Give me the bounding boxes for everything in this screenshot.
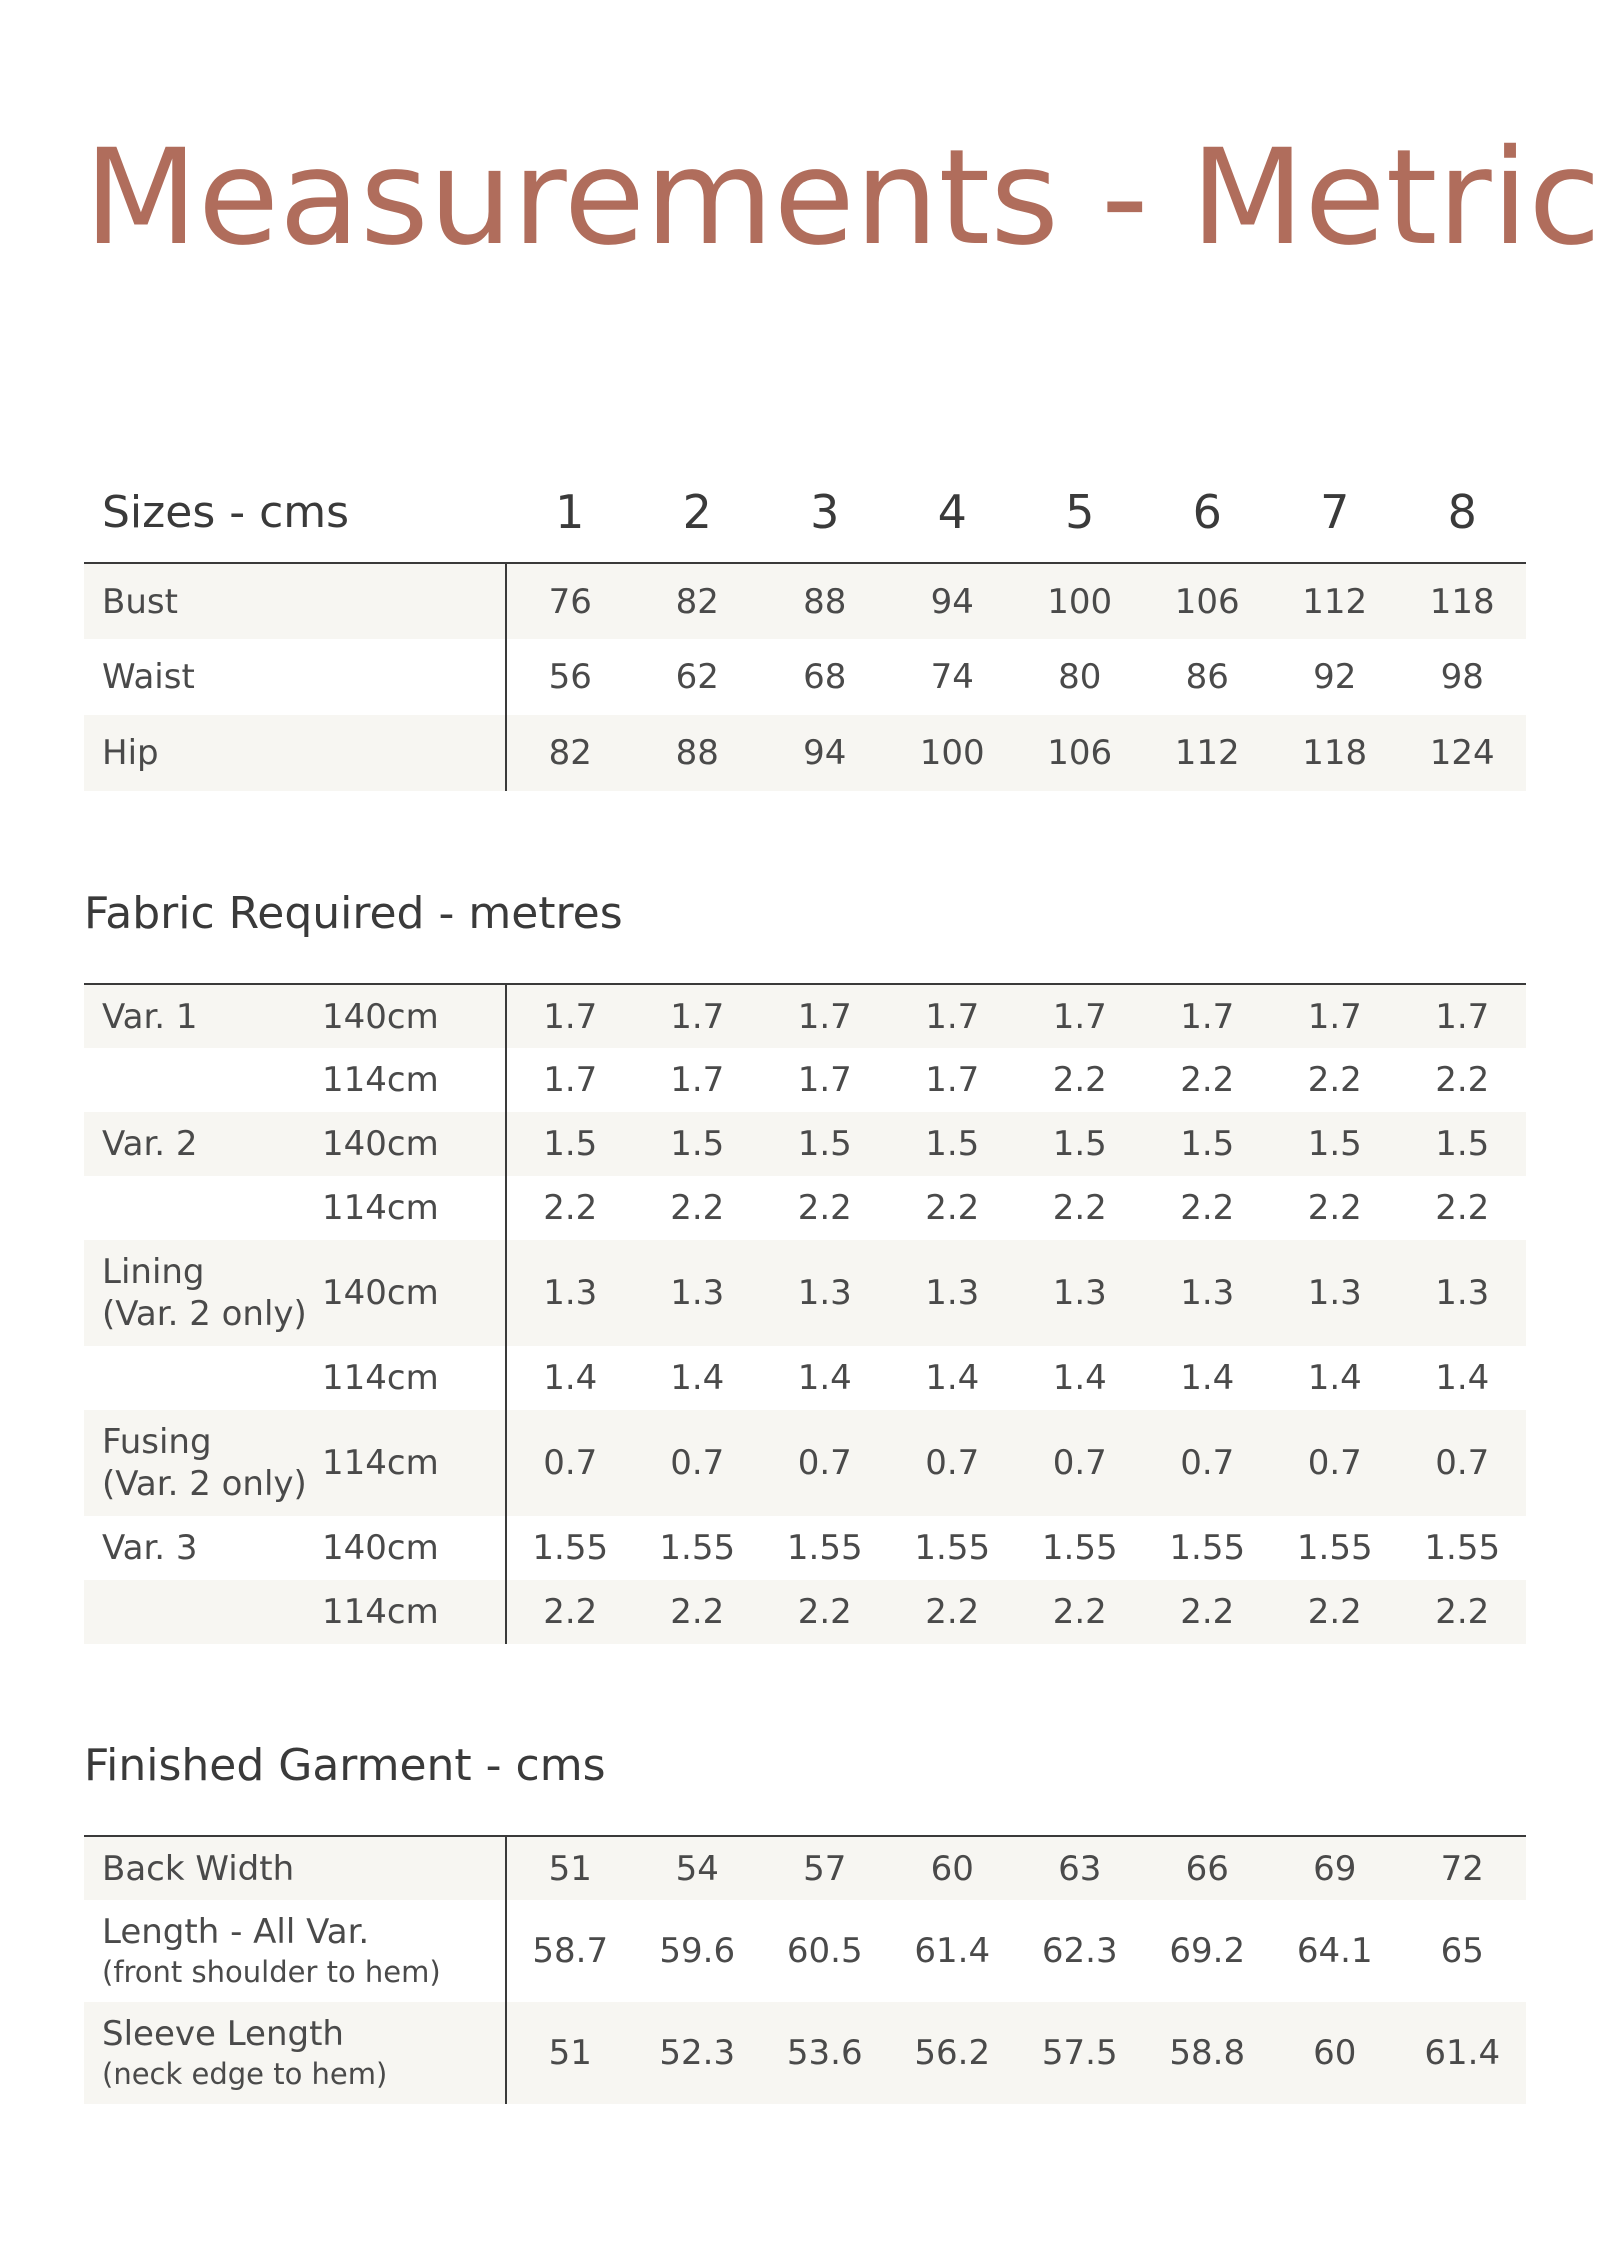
value-cell: 61.4 bbox=[914, 1931, 991, 1971]
garment-note: (front shoulder to hem) bbox=[102, 1955, 441, 1989]
value-cell: 2.2 bbox=[506, 1580, 634, 1644]
fabric-label bbox=[84, 1112, 322, 1176]
row-label: Bust bbox=[84, 563, 506, 639]
value-cell: 2.2 bbox=[543, 1188, 598, 1228]
table-row bbox=[84, 1410, 1526, 1516]
value-cell: 2.2 bbox=[797, 1188, 852, 1228]
value-cell: 1.7 bbox=[670, 1060, 725, 1100]
value-cell: 1.3 bbox=[506, 1240, 634, 1346]
garment-label-text: Back Width bbox=[102, 1848, 295, 1889]
table-row bbox=[84, 1900, 1526, 2002]
table-row bbox=[84, 1048, 1526, 1112]
fabric-label-text: Fusing bbox=[102, 1422, 212, 1462]
fabric-label bbox=[84, 984, 322, 1048]
value-cell: 59.6 bbox=[659, 1931, 736, 1971]
fabric-label-text: Var. 3 bbox=[102, 1528, 198, 1568]
value-cell: 100 bbox=[889, 715, 1017, 791]
value-cell: 52.3 bbox=[634, 2002, 762, 2104]
sizes-header-label: Sizes - cms bbox=[84, 462, 506, 563]
value-cell: 1.7 bbox=[889, 984, 1017, 1048]
value-cell: 2.2 bbox=[1435, 1188, 1490, 1228]
value-cell: 2.2 bbox=[1435, 1060, 1490, 1100]
value-cell: 1.5 bbox=[889, 1112, 1017, 1176]
value-cell: 1.55 bbox=[532, 1528, 609, 1568]
size-header: 7 bbox=[1271, 462, 1399, 563]
value-cell: 64.1 bbox=[1296, 1931, 1373, 1971]
value-cell: 1.7 bbox=[761, 984, 889, 1048]
size-header: 8 bbox=[1399, 462, 1527, 563]
table-row bbox=[84, 1580, 1526, 1644]
value-cell: 106 bbox=[1144, 563, 1272, 639]
garment-label bbox=[84, 1900, 506, 2002]
sizes-table bbox=[84, 462, 1526, 791]
value-cell: 1.7 bbox=[797, 1060, 852, 1100]
size-header: 2 bbox=[634, 462, 762, 563]
table-row bbox=[84, 715, 1526, 791]
value-cell: 1.5 bbox=[634, 1112, 762, 1176]
value-cell: 106 bbox=[1016, 715, 1144, 791]
fabric-width: 140cm bbox=[322, 1112, 506, 1176]
value-cell: 80 bbox=[1058, 657, 1102, 697]
fabric-sublabel: (Var. 2 only) bbox=[102, 1464, 307, 1504]
fabric-label bbox=[84, 1516, 322, 1580]
value-cell: 1.3 bbox=[1399, 1240, 1527, 1346]
table-row bbox=[84, 1240, 1526, 1346]
value-cell: 2.2 bbox=[1271, 1580, 1399, 1644]
value-cell: 1.3 bbox=[1144, 1240, 1272, 1346]
value-cell: 94 bbox=[761, 715, 889, 791]
size-header: 6 bbox=[1144, 462, 1272, 563]
value-cell: 88 bbox=[634, 715, 762, 791]
value-cell: 88 bbox=[761, 563, 889, 639]
value-cell: 1.55 bbox=[1424, 1528, 1501, 1568]
value-cell: 2.2 bbox=[761, 1580, 889, 1644]
value-cell: 82 bbox=[506, 715, 634, 791]
fabric-table-block bbox=[84, 983, 1526, 1644]
value-cell: 1.5 bbox=[506, 1112, 634, 1176]
value-cell: 1.3 bbox=[634, 1240, 762, 1346]
value-cell: 1.3 bbox=[1271, 1240, 1399, 1346]
table-row bbox=[84, 1176, 1526, 1240]
fabric-width: 114cm bbox=[322, 1048, 506, 1112]
value-cell: 0.7 bbox=[889, 1410, 1017, 1516]
fabric-label bbox=[84, 1240, 322, 1346]
value-cell: 1.4 bbox=[670, 1358, 725, 1398]
sizes-header-row bbox=[84, 462, 1526, 563]
value-cell: 112 bbox=[1144, 715, 1272, 791]
fabric-sublabel: (Var. 2 only) bbox=[102, 1294, 307, 1334]
value-cell: 56.2 bbox=[889, 2002, 1017, 2104]
value-cell: 51 bbox=[506, 2002, 634, 2104]
value-cell: 1.4 bbox=[925, 1358, 980, 1398]
value-cell: 2.2 bbox=[889, 1580, 1017, 1644]
value-cell: 1.7 bbox=[1144, 984, 1272, 1048]
value-cell: 0.7 bbox=[1016, 1410, 1144, 1516]
value-cell: 2.2 bbox=[1180, 1188, 1235, 1228]
fabric-label bbox=[84, 1176, 322, 1240]
garment-label bbox=[84, 1836, 506, 1900]
value-cell: 1.5 bbox=[1399, 1112, 1527, 1176]
fabric-section-title: Fabric Required - metres bbox=[84, 888, 623, 939]
value-cell: 1.7 bbox=[543, 1060, 598, 1100]
value-cell: 62.3 bbox=[1041, 1931, 1118, 1971]
value-cell: 94 bbox=[889, 563, 1017, 639]
value-cell: 112 bbox=[1271, 563, 1399, 639]
value-cell: 57 bbox=[761, 1836, 889, 1900]
value-cell: 51 bbox=[506, 1836, 634, 1900]
table-row bbox=[84, 1112, 1526, 1176]
value-cell: 1.3 bbox=[761, 1240, 889, 1346]
value-cell: 60.5 bbox=[786, 1931, 863, 1971]
value-cell: 0.7 bbox=[761, 1410, 889, 1516]
value-cell: 1.3 bbox=[1016, 1240, 1144, 1346]
value-cell: 2.2 bbox=[1307, 1060, 1362, 1100]
garment-label-text: Sleeve Length bbox=[102, 2014, 344, 2054]
table-row bbox=[84, 1836, 1526, 1900]
value-cell: 0.7 bbox=[506, 1410, 634, 1516]
value-cell: 118 bbox=[1271, 715, 1399, 791]
fabric-label-text: Var. 2 bbox=[102, 1124, 198, 1164]
garment-label bbox=[84, 2002, 506, 2104]
value-cell: 1.5 bbox=[1016, 1112, 1144, 1176]
table-row bbox=[84, 1346, 1526, 1410]
table-row bbox=[84, 639, 1526, 715]
value-cell: 76 bbox=[506, 563, 634, 639]
fabric-width: 114cm bbox=[322, 1176, 506, 1240]
table-row bbox=[84, 2002, 1526, 2104]
value-cell: 62 bbox=[675, 657, 719, 697]
value-cell: 1.4 bbox=[1435, 1358, 1490, 1398]
sizes-table-block bbox=[84, 462, 1526, 791]
fabric-label bbox=[84, 1346, 322, 1410]
value-cell: 1.5 bbox=[1271, 1112, 1399, 1176]
value-cell: 74 bbox=[930, 657, 974, 697]
value-cell: 66 bbox=[1144, 1836, 1272, 1900]
value-cell: 2.2 bbox=[1052, 1188, 1107, 1228]
value-cell: 2.2 bbox=[1144, 1580, 1272, 1644]
size-header: 1 bbox=[506, 462, 634, 563]
value-cell: 63 bbox=[1016, 1836, 1144, 1900]
value-cell: 65 bbox=[1440, 1931, 1484, 1971]
table-row bbox=[84, 984, 1526, 1048]
value-cell: 2.2 bbox=[1399, 1580, 1527, 1644]
value-cell: 1.55 bbox=[1296, 1528, 1373, 1568]
value-cell: 1.5 bbox=[1144, 1112, 1272, 1176]
value-cell: 2.2 bbox=[1052, 1060, 1107, 1100]
fabric-width: 140cm bbox=[322, 984, 506, 1048]
value-cell: 1.55 bbox=[786, 1528, 863, 1568]
value-cell: 98 bbox=[1440, 657, 1484, 697]
value-cell: 1.4 bbox=[543, 1358, 598, 1398]
value-cell: 56 bbox=[548, 657, 592, 697]
fabric-width: 140cm bbox=[322, 1516, 506, 1580]
size-header: 5 bbox=[1016, 462, 1144, 563]
value-cell: 2.2 bbox=[634, 1580, 762, 1644]
value-cell: 53.6 bbox=[761, 2002, 889, 2104]
value-cell: 1.4 bbox=[1180, 1358, 1235, 1398]
fabric-width: 140cm bbox=[322, 1240, 506, 1346]
value-cell: 60 bbox=[1271, 2002, 1399, 2104]
garment-table-block bbox=[84, 1835, 1526, 2104]
value-cell: 1.5 bbox=[761, 1112, 889, 1176]
value-cell: 1.7 bbox=[634, 984, 762, 1048]
value-cell: 2.2 bbox=[925, 1188, 980, 1228]
value-cell: 57.5 bbox=[1016, 2002, 1144, 2104]
value-cell: 58.8 bbox=[1144, 2002, 1272, 2104]
value-cell: 2.2 bbox=[670, 1188, 725, 1228]
table-row bbox=[84, 563, 1526, 639]
value-cell: 58.7 bbox=[532, 1931, 609, 1971]
fabric-label bbox=[84, 1048, 322, 1112]
value-cell: 86 bbox=[1185, 657, 1229, 697]
value-cell: 0.7 bbox=[1399, 1410, 1527, 1516]
value-cell: 69.2 bbox=[1169, 1931, 1246, 1971]
value-cell: 0.7 bbox=[1144, 1410, 1272, 1516]
value-cell: 72 bbox=[1399, 1836, 1527, 1900]
garment-label-text: Length - All Var. bbox=[102, 1912, 370, 1952]
value-cell: 54 bbox=[634, 1836, 762, 1900]
size-header: 4 bbox=[889, 462, 1017, 563]
value-cell: 0.7 bbox=[1271, 1410, 1399, 1516]
value-cell: 1.4 bbox=[797, 1358, 852, 1398]
value-cell: 1.7 bbox=[506, 984, 634, 1048]
fabric-width: 114cm bbox=[322, 1580, 506, 1644]
value-cell: 2.2 bbox=[1180, 1060, 1235, 1100]
fabric-label bbox=[84, 1410, 322, 1516]
value-cell: 92 bbox=[1313, 657, 1357, 697]
fabric-width: 114cm bbox=[322, 1346, 506, 1410]
value-cell: 1.55 bbox=[659, 1528, 736, 1568]
table-row bbox=[84, 1516, 1526, 1580]
fabric-table bbox=[84, 983, 1526, 1644]
value-cell: 69 bbox=[1271, 1836, 1399, 1900]
value-cell: 124 bbox=[1399, 715, 1527, 791]
value-cell: 82 bbox=[634, 563, 762, 639]
garment-table bbox=[84, 1835, 1526, 2104]
row-label: Hip bbox=[84, 715, 506, 791]
value-cell: 1.7 bbox=[1399, 984, 1527, 1048]
page-title: Measurements - Metric bbox=[84, 121, 1601, 275]
value-cell: 2.2 bbox=[1016, 1580, 1144, 1644]
value-cell: 1.7 bbox=[925, 1060, 980, 1100]
garment-section-title: Finished Garment - cms bbox=[84, 1740, 606, 1791]
fabric-label-text: Lining bbox=[102, 1252, 205, 1292]
value-cell: 1.4 bbox=[1052, 1358, 1107, 1398]
value-cell: 1.7 bbox=[1016, 984, 1144, 1048]
size-header: 3 bbox=[761, 462, 889, 563]
fabric-width: 114cm bbox=[322, 1410, 506, 1516]
value-cell: 2.2 bbox=[1307, 1188, 1362, 1228]
fabric-label-text: Var. 1 bbox=[102, 996, 198, 1037]
value-cell: 1.55 bbox=[914, 1528, 991, 1568]
value-cell: 1.3 bbox=[889, 1240, 1017, 1346]
value-cell: 1.4 bbox=[1307, 1358, 1362, 1398]
value-cell: 1.55 bbox=[1041, 1528, 1118, 1568]
value-cell: 1.55 bbox=[1169, 1528, 1246, 1568]
value-cell: 100 bbox=[1016, 563, 1144, 639]
value-cell: 118 bbox=[1399, 563, 1527, 639]
garment-note: (neck edge to hem) bbox=[102, 2057, 388, 2091]
value-cell: 0.7 bbox=[634, 1410, 762, 1516]
value-cell: 61.4 bbox=[1399, 2002, 1527, 2104]
value-cell: 60 bbox=[889, 1836, 1017, 1900]
row-label: Waist bbox=[84, 639, 506, 715]
value-cell: 1.7 bbox=[1271, 984, 1399, 1048]
value-cell: 68 bbox=[803, 657, 847, 697]
fabric-label bbox=[84, 1580, 322, 1644]
